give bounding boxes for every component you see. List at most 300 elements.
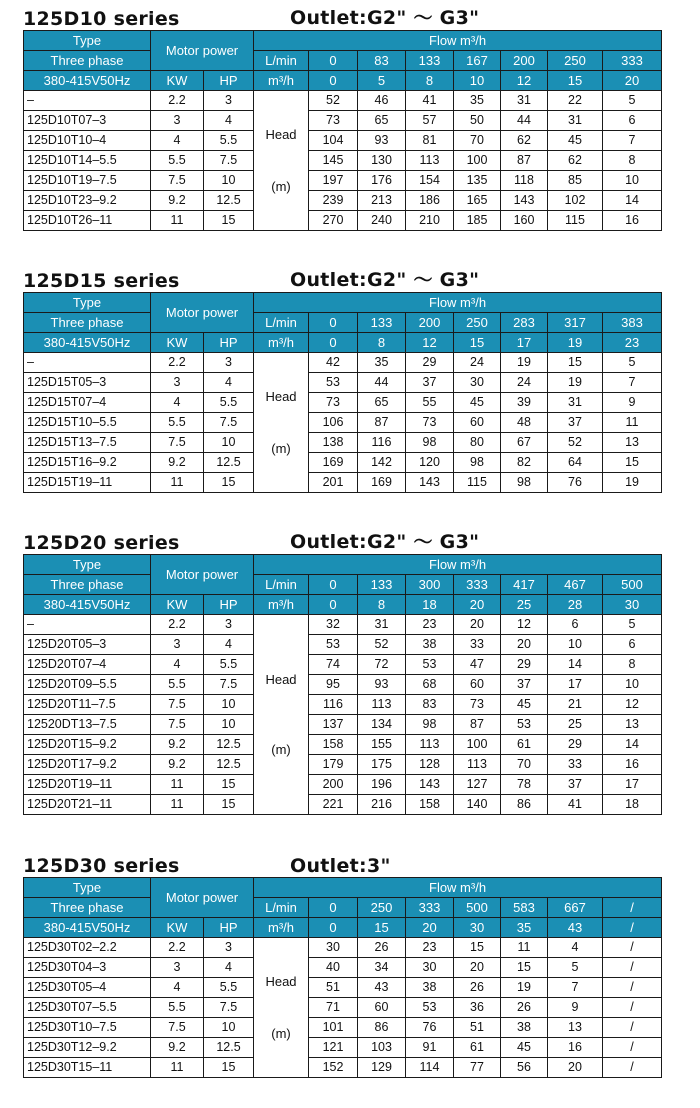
lmin-value: 283 — [501, 313, 548, 333]
header-row — [24, 71, 662, 91]
head-value-cell: 60 — [454, 413, 501, 433]
hp-cell: 10 — [204, 695, 254, 715]
type-header: Type — [24, 31, 151, 51]
head-value-cell: 5 — [548, 958, 603, 978]
head-value-cell: 31 — [358, 615, 406, 635]
model-cell: 125D10T19–7.5 — [24, 171, 151, 191]
head-value-cell: 98 — [406, 433, 454, 453]
table-row — [24, 151, 662, 171]
hp-cell: 5.5 — [204, 393, 254, 413]
m3h-value: 0 — [309, 71, 358, 91]
m3h-header: m³/h — [254, 71, 309, 91]
head-value-cell: 12 — [501, 615, 548, 635]
m3h-value: 30 — [454, 918, 501, 938]
head-value-cell: / — [603, 1018, 662, 1038]
hp-header: HP — [204, 595, 254, 615]
head-value-cell: 140 — [454, 795, 501, 815]
head-value-cell: 34 — [358, 958, 406, 978]
head-value-cell: 44 — [501, 111, 548, 131]
series-title: 125D15 series — [23, 270, 180, 292]
model-cell: 125D10T10–4 — [24, 131, 151, 151]
head-value-cell: 143 — [406, 473, 454, 493]
hp-cell: 4 — [204, 373, 254, 393]
table-row — [24, 655, 662, 675]
kw-cell: 11 — [151, 211, 204, 231]
m3h-value: 19 — [548, 333, 603, 353]
head-value-cell: 29 — [501, 655, 548, 675]
head-value-cell: 73 — [454, 695, 501, 715]
head-label-cell — [254, 938, 309, 1078]
head-value-cell: 5 — [603, 91, 662, 111]
head-value-cell: 86 — [501, 795, 548, 815]
head-value-cell: 8 — [603, 151, 662, 171]
head-value-cell: 39 — [501, 393, 548, 413]
head-value-cell: 86 — [358, 1018, 406, 1038]
kw-cell: 9.2 — [151, 1038, 204, 1058]
head-value-cell: 270 — [309, 211, 358, 231]
head-value-cell: 186 — [406, 191, 454, 211]
table-row — [24, 453, 662, 473]
model-cell: 125D20T17–9.2 — [24, 755, 151, 775]
flow-header: Flow m³/h — [254, 878, 662, 898]
head-value-cell: 12 — [603, 695, 662, 715]
head-value-cell: 57 — [406, 111, 454, 131]
head-value-cell: 5 — [603, 353, 662, 373]
hp-cell: 12.5 — [204, 191, 254, 211]
head-value-cell: / — [603, 1038, 662, 1058]
m3h-value: 5 — [358, 71, 406, 91]
lmin-header: L/min — [254, 313, 309, 333]
model-cell: – — [24, 353, 151, 373]
head-unit: (m) — [271, 741, 291, 757]
head-value-cell: 50 — [454, 111, 501, 131]
table-row — [24, 353, 662, 373]
table-row — [24, 755, 662, 775]
table-row — [24, 171, 662, 191]
hp-cell: 10 — [204, 1018, 254, 1038]
lmin-value: 200 — [501, 51, 548, 71]
head-value-cell: 78 — [501, 775, 548, 795]
m3h-value: 30 — [603, 595, 662, 615]
kw-cell: 4 — [151, 655, 204, 675]
model-cell: 125D10T26–11 — [24, 211, 151, 231]
head-value-cell: 17 — [548, 675, 603, 695]
head-value-cell: 47 — [454, 655, 501, 675]
kw-cell: 3 — [151, 958, 204, 978]
head-value-cell: 35 — [454, 91, 501, 111]
series-title: 125D30 series — [23, 855, 180, 877]
head-value-cell: / — [603, 938, 662, 958]
model-cell: 125D20T19–11 — [24, 775, 151, 795]
m3h-value: 35 — [501, 918, 548, 938]
head-value-cell: 17 — [603, 775, 662, 795]
head-value-cell: 4 — [548, 938, 603, 958]
outlet-title: Outlet:G2" ～ G3" — [290, 269, 480, 291]
m3h-value: 20 — [454, 595, 501, 615]
head-value-cell: 14 — [603, 191, 662, 211]
header-row — [24, 878, 662, 898]
head-value-cell: 19 — [548, 373, 603, 393]
table-row — [24, 413, 662, 433]
model-cell: 125D10T23–9.2 — [24, 191, 151, 211]
lmin-value: 467 — [548, 575, 603, 595]
head-value-cell: 31 — [548, 111, 603, 131]
head-value-cell: 20 — [454, 615, 501, 635]
model-cell: 125D15T10–5.5 — [24, 413, 151, 433]
head-label: Head — [265, 671, 297, 687]
series-section — [23, 524, 661, 815]
model-cell: – — [24, 615, 151, 635]
lmin-value: / — [603, 898, 662, 918]
head-value-cell: 67 — [501, 433, 548, 453]
head-value-cell: 62 — [501, 131, 548, 151]
head-value-cell: / — [603, 1058, 662, 1078]
head-value-cell: 30 — [309, 938, 358, 958]
head-value-cell: 142 — [358, 453, 406, 473]
m3h-value: 43 — [548, 918, 603, 938]
head-value-cell: 18 — [603, 795, 662, 815]
head-value-cell: 33 — [454, 635, 501, 655]
hp-header: HP — [204, 71, 254, 91]
hp-cell: 3 — [204, 615, 254, 635]
head-value-cell: 82 — [501, 453, 548, 473]
head-value-cell: 160 — [501, 211, 548, 231]
head-value-cell: 48 — [501, 413, 548, 433]
head-value-cell: 154 — [406, 171, 454, 191]
head-value-cell: 45 — [501, 695, 548, 715]
head-value-cell: 120 — [406, 453, 454, 473]
head-value-cell: 44 — [358, 373, 406, 393]
head-value-cell: 53 — [501, 715, 548, 735]
header-row — [24, 555, 662, 575]
kw-cell: 7.5 — [151, 171, 204, 191]
head-value-cell: 85 — [548, 171, 603, 191]
kw-cell: 11 — [151, 1058, 204, 1078]
model-cell: 125D20T09–5.5 — [24, 675, 151, 695]
hp-cell: 7.5 — [204, 675, 254, 695]
lmin-value: 667 — [548, 898, 603, 918]
head-value-cell: 10 — [603, 171, 662, 191]
section-title-row — [23, 524, 661, 554]
spacer — [254, 405, 308, 441]
head-value-cell: 6 — [603, 111, 662, 131]
head-value-cell: 37 — [548, 413, 603, 433]
hp-cell: 10 — [204, 433, 254, 453]
head-value-cell: 20 — [454, 958, 501, 978]
head-value-cell: 76 — [548, 473, 603, 493]
head-value-cell: 15 — [548, 353, 603, 373]
head-value-cell: 179 — [309, 755, 358, 775]
head-value-cell: 52 — [358, 635, 406, 655]
table-row — [24, 635, 662, 655]
head-value-cell: 61 — [501, 735, 548, 755]
head-value-cell: 26 — [454, 978, 501, 998]
head-value-cell: 128 — [406, 755, 454, 775]
head-value-cell: 15 — [454, 938, 501, 958]
hp-cell: 4 — [204, 635, 254, 655]
head-value-cell: / — [603, 978, 662, 998]
head-value-cell: 52 — [309, 91, 358, 111]
model-cell: 125D30T04–3 — [24, 958, 151, 978]
m3h-value: 8 — [358, 595, 406, 615]
kw-cell: 5.5 — [151, 998, 204, 1018]
head-value-cell: 62 — [548, 151, 603, 171]
hp-cell: 12.5 — [204, 735, 254, 755]
head-value-cell: 7 — [603, 373, 662, 393]
table-row — [24, 958, 662, 978]
head-value-cell: 185 — [454, 211, 501, 231]
motor-power-header: Motor power — [151, 555, 254, 595]
head-value-cell: 104 — [309, 131, 358, 151]
m3h-header: m³/h — [254, 918, 309, 938]
head-value-cell: 13 — [548, 1018, 603, 1038]
head-value-cell: 32 — [309, 615, 358, 635]
voltage-header: 380-415V50Hz — [24, 71, 151, 91]
head-value-cell: 116 — [358, 433, 406, 453]
head-value-cell: 100 — [454, 151, 501, 171]
lmin-value: 0 — [309, 575, 358, 595]
kw-cell: 7.5 — [151, 1018, 204, 1038]
head-value-cell: 45 — [454, 393, 501, 413]
head-value-cell: 196 — [358, 775, 406, 795]
lmin-value: 133 — [406, 51, 454, 71]
table-row — [24, 211, 662, 231]
flow-header: Flow m³/h — [254, 293, 662, 313]
head-value-cell: 95 — [309, 675, 358, 695]
hp-cell: 3 — [204, 353, 254, 373]
kw-cell: 7.5 — [151, 695, 204, 715]
head-value-cell: 115 — [548, 211, 603, 231]
head-value-cell: 5 — [603, 615, 662, 635]
head-label: Head — [265, 973, 297, 989]
m3h-value: 12 — [501, 71, 548, 91]
table-row — [24, 695, 662, 715]
lmin-value: 250 — [454, 313, 501, 333]
lmin-header: L/min — [254, 51, 309, 71]
head-value-cell: 41 — [406, 91, 454, 111]
motor-power-header: Motor power — [151, 293, 254, 333]
head-value-cell: 14 — [548, 655, 603, 675]
kw-cell: 3 — [151, 111, 204, 131]
head-value-cell: 10 — [548, 635, 603, 655]
phase-header: Three phase — [24, 575, 151, 595]
head-label: Head — [265, 126, 297, 142]
lmin-value: 0 — [309, 898, 358, 918]
head-value-cell: 38 — [406, 635, 454, 655]
head-value-cell: 134 — [358, 715, 406, 735]
model-cell: – — [24, 91, 151, 111]
head-value-cell: 239 — [309, 191, 358, 211]
head-value-cell: 102 — [548, 191, 603, 211]
table-row — [24, 615, 662, 635]
voltage-header: 380-415V50Hz — [24, 595, 151, 615]
m3h-value: 25 — [501, 595, 548, 615]
head-value-cell: 37 — [406, 373, 454, 393]
head-value-cell: 56 — [501, 1058, 548, 1078]
head-value-cell: 210 — [406, 211, 454, 231]
head-value-cell: 71 — [309, 998, 358, 1018]
lmin-header: L/min — [254, 898, 309, 918]
hp-cell: 7.5 — [204, 413, 254, 433]
motor-power-header: Motor power — [151, 878, 254, 918]
hp-cell: 5.5 — [204, 978, 254, 998]
head-value-cell: 53 — [309, 635, 358, 655]
table-row — [24, 433, 662, 453]
lmin-value: 500 — [603, 575, 662, 595]
kw-cell: 5.5 — [151, 675, 204, 695]
model-cell: 125D30T10–7.5 — [24, 1018, 151, 1038]
kw-cell: 7.5 — [151, 715, 204, 735]
model-cell: 125D30T05–4 — [24, 978, 151, 998]
head-value-cell: 130 — [358, 151, 406, 171]
head-value-cell: 116 — [309, 695, 358, 715]
head-value-cell: 37 — [501, 675, 548, 695]
head-label: Head — [265, 388, 297, 404]
head-value-cell: 53 — [309, 373, 358, 393]
kw-cell: 2.2 — [151, 91, 204, 111]
head-value-cell: 31 — [548, 393, 603, 413]
head-value-cell: 103 — [358, 1038, 406, 1058]
head-value-cell: 87 — [358, 413, 406, 433]
head-value-cell: 38 — [501, 1018, 548, 1038]
head-value-cell: 19 — [501, 978, 548, 998]
lmin-value: 383 — [603, 313, 662, 333]
model-cell: 125D15T16–9.2 — [24, 453, 151, 473]
head-value-cell: 6 — [548, 615, 603, 635]
head-value-cell: 77 — [454, 1058, 501, 1078]
head-value-cell: 14 — [603, 735, 662, 755]
m3h-value: 15 — [548, 71, 603, 91]
head-value-cell: 114 — [406, 1058, 454, 1078]
voltage-header: 380-415V50Hz — [24, 918, 151, 938]
header-row — [24, 293, 662, 313]
series-section — [23, 262, 661, 493]
header-row — [24, 313, 662, 333]
head-value-cell: 76 — [406, 1018, 454, 1038]
head-value-cell: 15 — [501, 958, 548, 978]
head-value-cell: / — [603, 958, 662, 978]
outlet-title: Outlet:3" — [290, 855, 391, 877]
head-value-cell: 93 — [358, 675, 406, 695]
head-value-cell: 24 — [454, 353, 501, 373]
head-label-cell — [254, 353, 309, 493]
spacer — [254, 990, 308, 1026]
header-row — [24, 31, 662, 51]
head-value-cell: 93 — [358, 131, 406, 151]
hp-cell: 15 — [204, 211, 254, 231]
head-value-cell: 70 — [501, 755, 548, 775]
head-value-cell: 216 — [358, 795, 406, 815]
head-value-cell: 137 — [309, 715, 358, 735]
head-value-cell: 70 — [454, 131, 501, 151]
head-value-cell: 201 — [309, 473, 358, 493]
head-value-cell: 115 — [454, 473, 501, 493]
head-value-cell: 51 — [309, 978, 358, 998]
series-title: 125D10 series — [23, 8, 180, 30]
head-value-cell: 143 — [406, 775, 454, 795]
m3h-value: 20 — [603, 71, 662, 91]
table-row — [24, 131, 662, 151]
m3h-value: 18 — [406, 595, 454, 615]
m3h-value: 0 — [309, 595, 358, 615]
m3h-value: 0 — [309, 333, 358, 353]
series-section — [23, 0, 661, 231]
head-value-cell: 53 — [406, 655, 454, 675]
phase-header: Three phase — [24, 51, 151, 71]
head-value-cell: 169 — [358, 473, 406, 493]
head-value-cell: 41 — [548, 795, 603, 815]
head-value-cell: 83 — [406, 695, 454, 715]
lmin-value: 500 — [454, 898, 501, 918]
series-title: 125D20 series — [23, 532, 180, 554]
lmin-value: 300 — [406, 575, 454, 595]
table-row — [24, 1018, 662, 1038]
head-value-cell: 158 — [406, 795, 454, 815]
m3h-header: m³/h — [254, 333, 309, 353]
head-value-cell: 19 — [603, 473, 662, 493]
head-value-cell: 91 — [406, 1038, 454, 1058]
head-value-cell: 26 — [501, 998, 548, 1018]
spacer — [254, 143, 308, 179]
hp-cell: 4 — [204, 111, 254, 131]
table-row — [24, 91, 662, 111]
hp-cell: 4 — [204, 958, 254, 978]
m3h-value: 20 — [406, 918, 454, 938]
head-value-cell: 138 — [309, 433, 358, 453]
hp-cell: 3 — [204, 91, 254, 111]
section-title-row — [23, 262, 661, 292]
head-value-cell: 13 — [603, 433, 662, 453]
head-value-cell: 81 — [406, 131, 454, 151]
table-row — [24, 675, 662, 695]
head-value-cell: 65 — [358, 111, 406, 131]
head-value-cell: 51 — [454, 1018, 501, 1038]
hp-header: HP — [204, 918, 254, 938]
table-row — [24, 998, 662, 1018]
head-value-cell: 165 — [454, 191, 501, 211]
lmin-value: 417 — [501, 575, 548, 595]
head-value-cell: 60 — [454, 675, 501, 695]
kw-cell: 4 — [151, 978, 204, 998]
head-value-cell: 72 — [358, 655, 406, 675]
header-row — [24, 595, 662, 615]
table-row — [24, 473, 662, 493]
head-value-cell: 11 — [501, 938, 548, 958]
lmin-value: 133 — [358, 575, 406, 595]
model-cell: 125D20T05–3 — [24, 635, 151, 655]
head-value-cell: 129 — [358, 1058, 406, 1078]
head-value-cell: 221 — [309, 795, 358, 815]
table-row — [24, 715, 662, 735]
kw-cell: 3 — [151, 373, 204, 393]
head-value-cell: 37 — [548, 775, 603, 795]
head-value-cell: 30 — [406, 958, 454, 978]
kw-cell: 11 — [151, 775, 204, 795]
kw-cell: 2.2 — [151, 615, 204, 635]
table-row — [24, 978, 662, 998]
head-value-cell: 16 — [548, 1038, 603, 1058]
lmin-value: 0 — [309, 51, 358, 71]
head-value-cell: 42 — [309, 353, 358, 373]
m3h-value: / — [603, 918, 662, 938]
lmin-value: 200 — [406, 313, 454, 333]
model-cell: 125D15T07–4 — [24, 393, 151, 413]
head-unit: (m) — [271, 178, 291, 194]
kw-cell: 9.2 — [151, 191, 204, 211]
head-value-cell: 98 — [454, 453, 501, 473]
motor-power-header: Motor power — [151, 31, 254, 71]
head-value-cell: 31 — [501, 91, 548, 111]
